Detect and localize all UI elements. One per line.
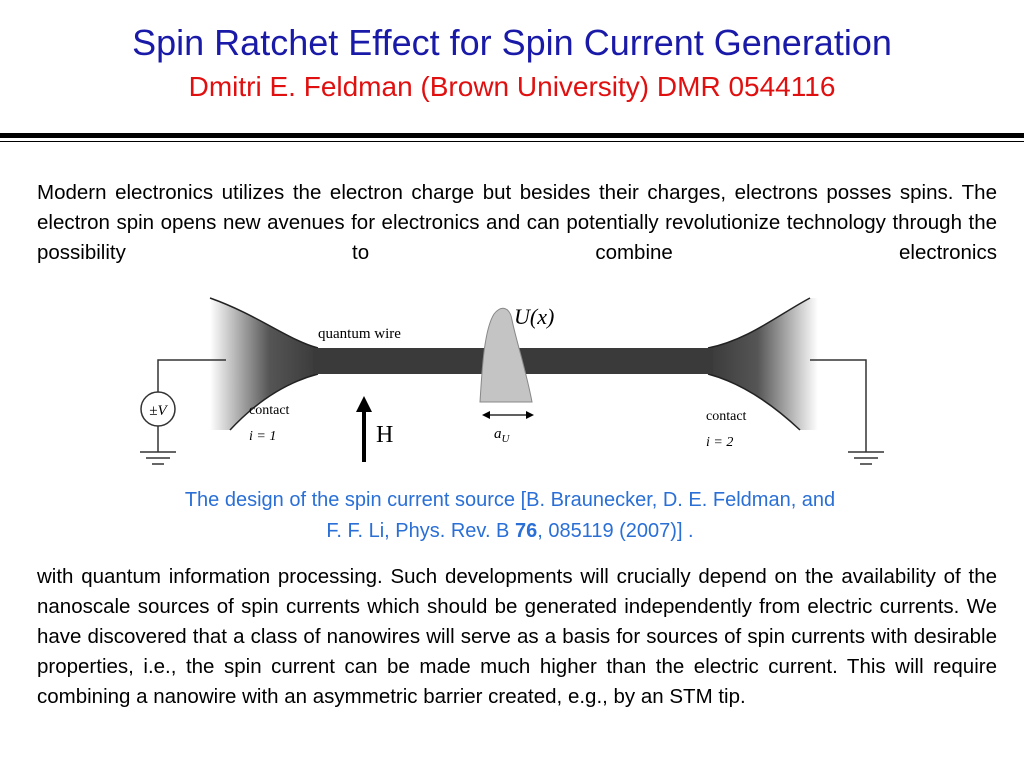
right-circuit-wire	[810, 360, 866, 452]
caption-reference-suffix: , 085119 (2007)] .	[537, 520, 694, 542]
spin-current-source-diagram	[128, 290, 898, 470]
main-paragraph: with quantum information processing. Such developments will crucially depend on the availability of the nanoscale sources of spin currents which should be generated independently from electric currents. We have discovered that a class of nanowires will serve as a basis for sources of spin currents with desirable properties, i.e., the spin current can be made much higher than the electric current. This will require combining a nanowire with an asymmetric barrier created, e.g., by an STM tip.	[37, 565, 997, 708]
right-index-label: i = 2	[706, 435, 734, 450]
slide-subtitle: Dmitri E. Feldman (Brown University) DMR 0544116	[188, 71, 836, 102]
caption-volume: 76	[514, 520, 538, 542]
arrow-head-icon	[356, 396, 372, 412]
header-divider-thin	[0, 141, 1024, 142]
potential-label: U(x)	[514, 304, 555, 329]
left-ground-symbol	[140, 452, 176, 464]
right-ground-symbol	[848, 452, 884, 464]
width-subscript: U	[501, 433, 510, 445]
width-label: $a_U$	[494, 426, 510, 445]
figure-caption-line2	[60, 516, 960, 546]
figure-caption-line1: The design of the spin current source [B. Braunecker, D. E. Feldman, and	[184, 489, 836, 511]
left-contact-label: contact	[249, 403, 290, 418]
voltage-label: ±V	[149, 403, 167, 419]
left-index-label: i = 1	[249, 429, 277, 444]
right-contact-label: contact	[706, 409, 747, 424]
slide-title: Spin Ratchet Effect for Spin Current Generation	[132, 22, 892, 63]
field-label: H	[376, 422, 394, 448]
caption-reference-prefix: F. F. Li, Phys. Rev. B	[326, 520, 515, 542]
wire-label: quantum wire	[318, 326, 401, 342]
intro-paragraph: Modern electronics utilizes the electron charge but besides their charges, electrons posses spins. The electron spin opens new avenues for electronics and can potentially revolutionize technology through the possibility to combine electronics	[37, 181, 997, 264]
header-divider	[0, 133, 1024, 138]
